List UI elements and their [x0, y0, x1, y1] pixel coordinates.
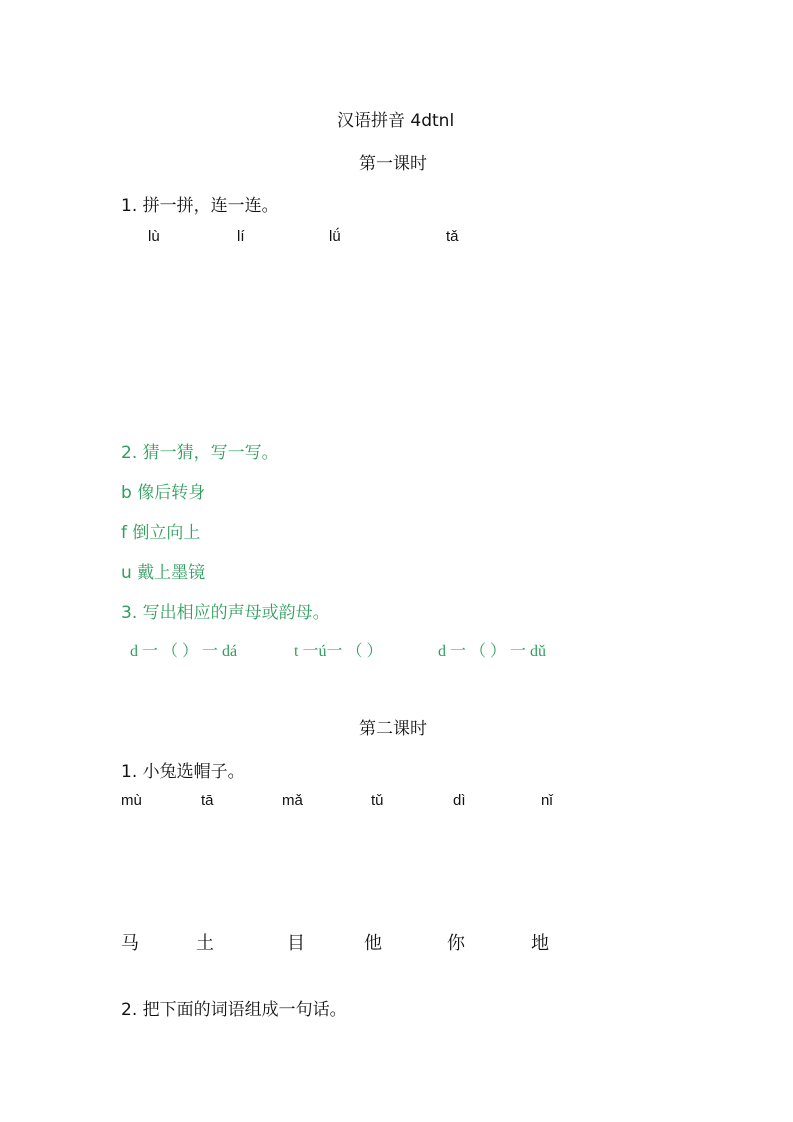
pinyin-tu: tǔ [371, 792, 384, 809]
lesson1-question1: 1. 拼一拼，连一连。 [121, 196, 279, 216]
lesson2-heading: 第二课时 [359, 719, 427, 739]
lesson2-question2: 2. 把下面的词语组成一句话。 [121, 1000, 347, 1020]
lesson1-heading: 第一课时 [359, 154, 427, 174]
pinyin-ni: nǐ [541, 792, 553, 809]
lesson1-question2: 2. 猜一猜，写一写。 [121, 443, 279, 463]
pinyin-lu: lù [148, 228, 160, 245]
riddle-b: b 像后转身 [121, 483, 206, 503]
hanzi-tu: 土 [196, 933, 214, 954]
pinyin-ta: tǎ [446, 228, 459, 245]
riddle-u: u 戴上墨镜 [121, 563, 206, 583]
fill-blank-1: d 一 （ ） 一 dá [130, 643, 238, 660]
document-title: 汉语拼音 4dtnl [337, 111, 455, 131]
lesson1-question3: 3. 写出相应的声母或韵母。 [121, 603, 330, 623]
fill-blank-2: t 一ú一 （ ） [294, 643, 383, 660]
hanzi-ma: 马 [121, 933, 139, 954]
pinyin-lv: lǘ [329, 228, 341, 245]
fill-blank-3: d 一 （ ） 一 dǔ [438, 643, 547, 660]
lesson2-question1: 1. 小兔选帽子。 [121, 762, 245, 782]
pinyin-di: dì [453, 792, 466, 809]
hanzi-mu: 目 [287, 933, 305, 954]
hanzi-di: 地 [531, 933, 549, 954]
pinyin-mu: mù [121, 792, 142, 809]
riddle-f: f 倒立向上 [121, 523, 201, 543]
hanzi-ta: 他 [364, 933, 382, 954]
hanzi-ni: 你 [447, 933, 465, 954]
pinyin-ta2: tā [201, 792, 214, 809]
pinyin-li: lí [237, 228, 245, 245]
pinyin-ma: mǎ [282, 792, 303, 809]
